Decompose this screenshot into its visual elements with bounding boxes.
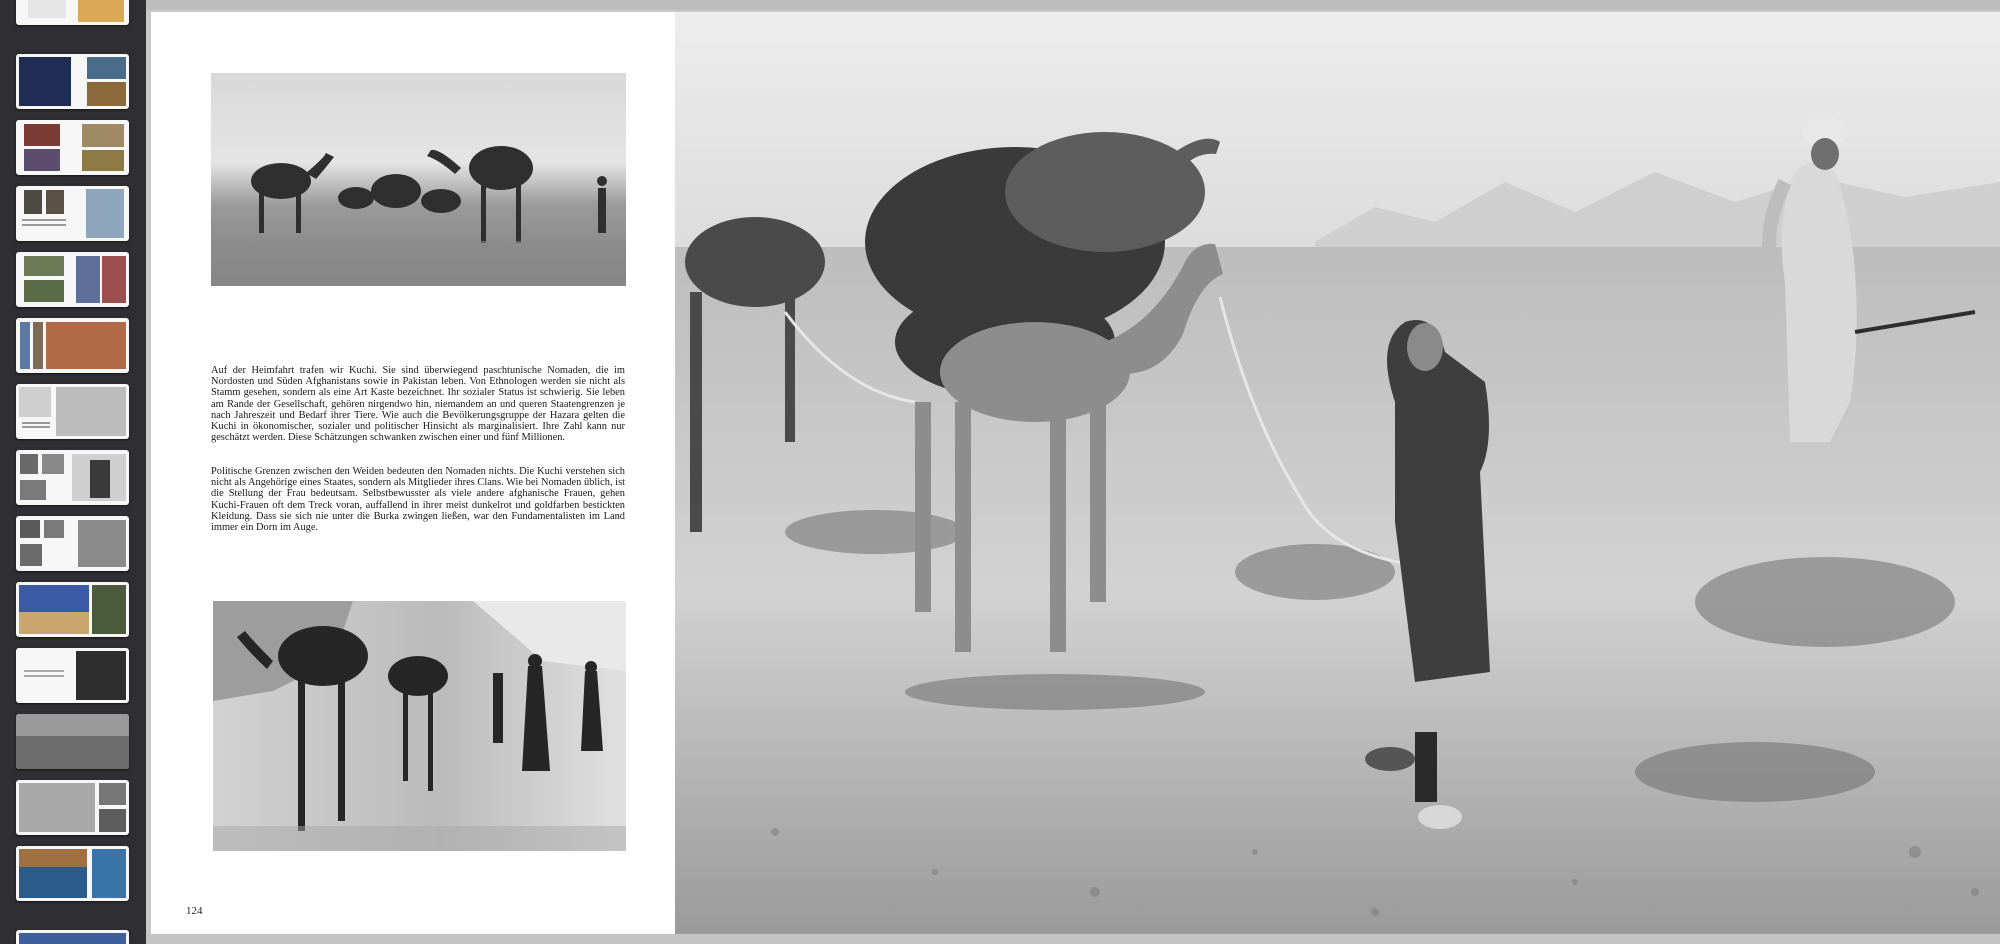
next-page-edge [146, 934, 2000, 944]
page-thumbnail[interactable] [16, 516, 129, 571]
left-page [151, 12, 675, 934]
page-thumbnail-sidebar[interactable] [0, 0, 146, 944]
page-thumbnail[interactable] [16, 0, 129, 25]
page-thumbnail[interactable] [16, 186, 129, 241]
page-thumbnail[interactable] [16, 384, 129, 439]
caravan-road-photo [213, 601, 626, 851]
page-thumbnail[interactable] [16, 930, 129, 944]
page-thumbnail[interactable] [16, 54, 129, 109]
previous-page-edge [146, 0, 2000, 10]
document-viewer[interactable] [146, 0, 2000, 944]
nomad-woman-with-camels-photo [675, 12, 2000, 934]
page-thumbnail[interactable] [16, 450, 129, 505]
page-number: 124 [186, 905, 203, 917]
body-paragraph-1: Auf der Heimfahrt trafen wir Kuchi. Sie sind überwiegend paschtunische Nomaden, die im Nordosten und Süden Afghanistans sowie in Pakistan leben. Von Ethnologen werden sie nicht als Stamm gesehen, sondern als eine Art Kaste bezeichnet. Ihr sozialer Status ist schwierig. Sie leben am Rande der Gesellschaft, gehören nirgendwo hin, niemandem an und queren Staatengrenzen je nach Jahreszeit und Bedarf ihrer Tiere. Wie auch die Bevölkerungsgruppe der Hazara gelten die Kuchi in ökonomischer, sozialer und politischer Hinsicht als marginalisiert. Ihre Zahl kann nur geschätzt werden. Diese Schätzungen schwanken zwischen einer und fünf Millionen. [211, 365, 625, 444]
page-thumbnail[interactable] [16, 648, 129, 703]
page-thumbnail[interactable] [16, 318, 129, 373]
page-thumbnail[interactable] [16, 714, 129, 769]
page-spread [151, 12, 2000, 934]
camel-caravan-photo [211, 73, 626, 286]
body-paragraph-2: Politische Grenzen zwischen den Weiden bedeuten den Nomaden nichts. Die Kuchi verstehen sich nicht als Angehörige eines Staates, sondern als Mitglieder ihres Clans. Wie bei Nomaden üblich, ist die Stellung der Frau bedeutsam. Selbstbewusster als viele andere afghanische Frauen, gehen Kuchi-Frauen oft dem Treck voran, auffallend in ihrer meist dunkelrot und goldfarben bestickten Kleidung. Dass sie sich nie unter die Burka zwingen ließen, war den Fundamentalisten im Land immer ein Dorn im Auge. [211, 466, 625, 534]
page-thumbnail[interactable] [16, 252, 129, 307]
page-thumbnail[interactable] [16, 780, 129, 835]
page-thumbnail[interactable] [16, 120, 129, 175]
page-thumbnail[interactable] [16, 582, 129, 637]
page-thumbnail[interactable] [16, 846, 129, 901]
